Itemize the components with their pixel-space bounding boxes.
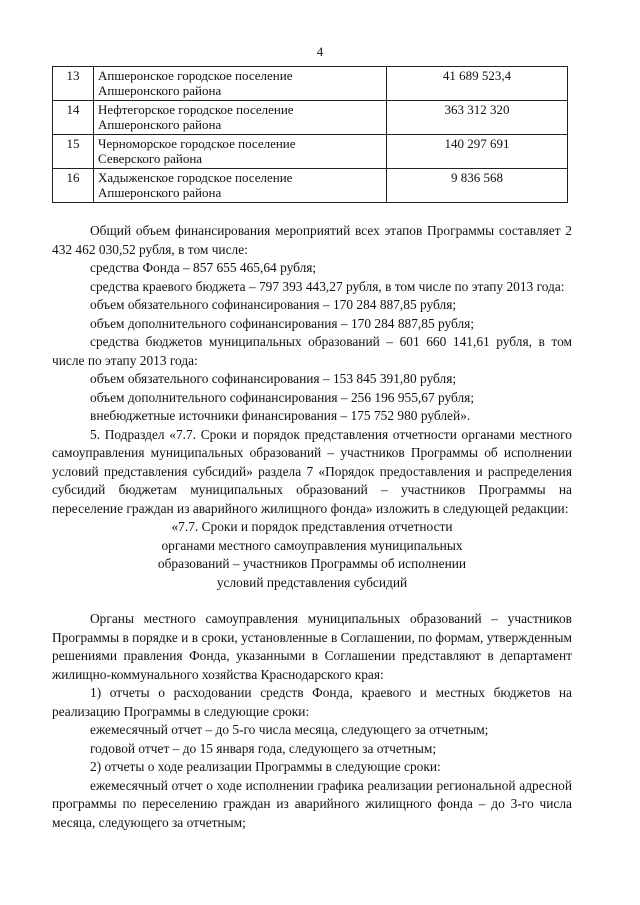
table-row — [53, 169, 568, 203]
section-heading-line: образований – участников Программы об исполнении — [157, 556, 467, 571]
section-heading-line: «7.7. Сроки и порядок представления отчетности — [171, 519, 453, 534]
reports-2-line: 2) отчеты о ходе реализации Программы в следующие сроки: — [90, 759, 441, 774]
row-number: 14 — [53, 101, 94, 135]
settlement-name: Хадыженское городское поселение Апшеронского района — [94, 169, 387, 203]
total-financing-paragraph: Общий объем финансирования мероприятий всех этапов Программы составляет 2 432 462 030,52 рубля, в том числе: — [52, 223, 572, 257]
page-number: 4 — [316, 44, 324, 59]
fund-funds-line: средства Фонда – 857 655 465,64 рубля; — [90, 260, 317, 275]
item-5-paragraph: 5. Подраздел «7.7. Сроки и порядок представления отчетности органами местного самоуправления муниципальных образований – участников Программы об исполнении условий представления субсидий» раздела 7 «Порядок предоставления и распределения субсидий бюджетам муниципальных образований – участников Программы на переселение граждан из аварийного жилищного фонда» изложить в следующей редакции: — [52, 426, 572, 516]
funding-amount: 41 689 523,4 — [387, 67, 568, 101]
table-row — [53, 101, 568, 135]
table-row — [53, 67, 568, 101]
row-number: 13 — [53, 67, 94, 101]
funding-amount: 363 312 320 — [387, 101, 568, 135]
regional-additional-line: объем дополнительного софинансирования – 170 284 887,85 рубля; — [90, 315, 475, 331]
extrabudgetary-line: внебюджетные источники финансирования – 175 752 980 рублей». — [90, 408, 471, 423]
funding-amount: 140 297 691 — [387, 135, 568, 169]
regional-budget-line: средства краевого бюджета – 797 393 443,27 рубля, в том числе по этапу 2013 года: — [90, 278, 565, 294]
settlement-name: Черноморское городское поселение Северского района — [94, 135, 387, 169]
document-body — [52, 222, 572, 832]
reports-1-paragraph: 1) отчеты о расходовании средств Фонда, краевого и местных бюджетов на реализацию Программы в следующие сроки: — [52, 685, 572, 719]
section-heading-line: органами местного самоуправления муниципальных — [161, 537, 463, 553]
settlement-name: Апшеронское городское поселение Апшеронского района — [94, 67, 387, 101]
table-row — [53, 135, 568, 169]
row-number: 16 — [53, 169, 94, 203]
municipal-additional-line: объем дополнительного софинансирования – 256 196 955,67 рубля; — [90, 389, 475, 405]
regional-mandatory-line: объем обязательного софинансирования – 170 284 887,85 рубля; — [90, 297, 457, 312]
section-heading-line: условий представления субсидий — [216, 574, 408, 590]
settlement-name: Нефтегорское городское поселение Апшеронского района — [94, 101, 387, 135]
annual-report-line: годовой отчет – до 15 января года, следующего за отчетным; — [90, 740, 437, 756]
municipal-budgets-line: средства бюджетов муниципальных образований – 601 660 141,61 рубля, в том числе по этапу 2013 года: — [52, 334, 572, 368]
spacer — [52, 592, 572, 610]
monthly-report-line: ежемесячный отчет – до 5-го числа месяца, следующего за отчетным; — [90, 722, 489, 737]
row-number: 15 — [53, 135, 94, 169]
monthly-progress-paragraph: ежемесячный отчет о ходе исполнении графика реализации региональной адресной программы по переселению граждан из аварийного жилищного фонда – до 3-го числа месяца, следующего за отчетным; — [52, 777, 572, 830]
funding-amount: 9 836 568 — [387, 169, 568, 203]
organs-paragraph: Органы местного самоуправления муниципальных образований – участников Программы в порядке и в сроки, установленные в Соглашении, по формам, утвержденным решениями правления Фонда, указанными в Соглашении представляют в департамент жилищно-коммунального хозяйства Краснодарского края: — [52, 611, 572, 682]
municipal-funding-table — [52, 66, 568, 203]
municipal-mandatory-line: объем обязательного софинансирования – 153 845 391,80 рубля; — [90, 371, 457, 386]
